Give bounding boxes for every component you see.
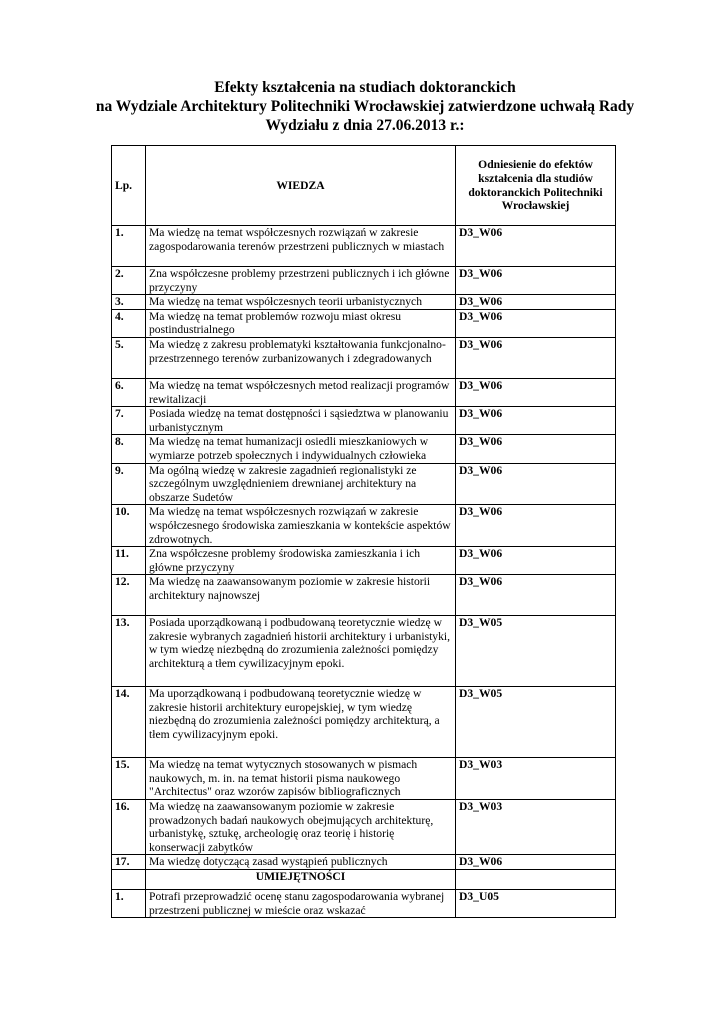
row-lp: 11. xyxy=(112,547,146,575)
section-empty-cell xyxy=(456,870,616,890)
table-row xyxy=(112,890,616,918)
row-code: D3_W03 xyxy=(456,800,616,855)
learning-outcomes-table xyxy=(111,145,616,918)
row-lp: 14. xyxy=(112,687,146,758)
row-text: Ma wiedzę na temat wytycznych stosowanych w pismach naukowych, m. in. na temat historii pisma naukowego "Architectus" oraz wzorów zapisów bibliograficznych xyxy=(146,758,456,800)
row-text: Ma wiedzę dotyczącą zasad wystąpień publicznych xyxy=(146,855,456,870)
row-code: D3_W06 xyxy=(456,463,616,505)
row-code: D3_W06 xyxy=(456,337,616,378)
row-lp: 10. xyxy=(112,505,146,547)
row-lp: 13. xyxy=(112,616,146,687)
row-code: D3_W06 xyxy=(456,855,616,870)
table-row xyxy=(112,575,616,616)
row-code: D3_W03 xyxy=(456,758,616,800)
row-text: Ma wiedzę z zakresu problematyki kształtowania funkcjonalno-przestrzennego terenów zurbanizowanych i zdegradowanych xyxy=(146,337,456,378)
row-code: D3_W06 xyxy=(456,295,616,310)
title-line-1: Efekty kształcenia na studiach doktoranckich xyxy=(214,79,516,96)
row-code: D3_W05 xyxy=(456,616,616,687)
table-row xyxy=(112,616,616,687)
row-lp: 8. xyxy=(112,435,146,463)
row-text: Ma ogólną wiedzę w zakresie zagadnień regionalistyki ze szczególnym uwzględnieniem drewnianej architektury na obszarze Sudetów xyxy=(146,463,456,505)
row-lp: 17. xyxy=(112,855,146,870)
row-text: Zna współczesne problemy przestrzeni publicznych i ich główne przyczyny xyxy=(146,267,456,295)
header-odniesienie: Odniesienie do efektów kształcenia dla studiów doktoranckich Politechniki Wrocławskiej xyxy=(456,146,616,226)
row-lp: 12. xyxy=(112,575,146,616)
header-wiedza: WIEDZA xyxy=(146,146,456,226)
table-row xyxy=(112,295,616,310)
table-row xyxy=(112,687,616,758)
row-lp: 16. xyxy=(112,800,146,855)
table-row xyxy=(112,800,616,855)
row-code: D3_W06 xyxy=(456,309,616,337)
row-text: Ma wiedzę na temat współczesnych rozwiązań w zakresie zagospodarowania terenów przestrzeni publicznych w miastach xyxy=(146,226,456,267)
row-text: Potrafi przeprowadzić ocenę stanu zagospodarowania wybranej przestrzeni publicznej w mieście oraz wskazać xyxy=(146,890,456,918)
row-text: Ma uporządkowaną i podbudowaną teoretycznie wiedzę w zakresie historii architektury europejskiej, w tym wiedzę niezbędną do zrozumienia zależności pomiędzy architekturą, a tłem cywilizacyjnym epoki. xyxy=(146,687,456,758)
table-row xyxy=(112,463,616,505)
row-text: Ma wiedzę na temat problemów rozwoju miast okresu postindustrialnego xyxy=(146,309,456,337)
row-code: D3_W06 xyxy=(456,575,616,616)
title-line-2: na Wydziale Architektury Politechniki Wrocławskiej zatwierdzone uchwałą Rady xyxy=(95,98,635,115)
row-code: D3_W06 xyxy=(456,435,616,463)
table-row xyxy=(112,505,616,547)
row-text: Posiada wiedzę na temat dostępności i sąsiedztwa w planowaniu urbanistycznym xyxy=(146,407,456,435)
section-empty-cell xyxy=(112,870,146,890)
table-row xyxy=(112,378,616,406)
section-row-umiejetnosci xyxy=(112,870,616,890)
header-lp: Lp. xyxy=(112,146,146,226)
row-code: D3_W06 xyxy=(456,547,616,575)
table-row xyxy=(112,547,616,575)
row-code: D3_W06 xyxy=(456,407,616,435)
row-text: Ma wiedzę na temat współczesnych teorii urbanistycznych xyxy=(146,295,456,310)
row-text: Ma wiedzę na temat współczesnych metod realizacji programów rewitalizacji xyxy=(146,378,456,406)
row-code: D3_U05 xyxy=(456,890,616,918)
row-lp: 2. xyxy=(112,267,146,295)
row-text: Posiada uporządkowaną i podbudowaną teoretycznie wiedzę w zakresie wybranych zagadnień historii architektury i urbanistyki, w tym wiedzę niezbędną do zrozumienia zależności pomiędzy architekturą a tłem cywilizacyjnym epoki. xyxy=(146,616,456,687)
row-text: Ma wiedzę na zaawansowanym poziomie w zakresie prowadzonych badań naukowych obejmujących architekturę, urbanistykę, sztukę, archeologię oraz teorię i historię konserwacji zabytków xyxy=(146,800,456,855)
table-row xyxy=(112,309,616,337)
table-row xyxy=(112,226,616,267)
row-lp: 15. xyxy=(112,758,146,800)
row-lp: 1. xyxy=(112,226,146,267)
row-lp: 1. xyxy=(112,890,146,918)
row-lp: 4. xyxy=(112,309,146,337)
row-lp: 5. xyxy=(112,337,146,378)
table-row xyxy=(112,855,616,870)
row-lp: 7. xyxy=(112,407,146,435)
row-code: D3_W06 xyxy=(456,378,616,406)
row-code: D3_W06 xyxy=(456,267,616,295)
row-code: D3_W06 xyxy=(456,226,616,267)
row-code: D3_W06 xyxy=(456,505,616,547)
row-text: Ma wiedzę na temat współczesnych rozwiązań w zakresie współczesnego środowiska zamieszkania w kontekście aspektów zdrowotnych. xyxy=(146,505,456,547)
row-lp: 6. xyxy=(112,378,146,406)
row-text: Ma wiedzę na zaawansowanym poziomie w zakresie historii architektury najnowszej xyxy=(146,575,456,616)
row-text: Ma wiedzę na temat humanizacji osiedli mieszkaniowych w wymiarze potrzeb społecznych i indywidualnych człowieka xyxy=(146,435,456,463)
row-lp: 3. xyxy=(112,295,146,310)
table-row xyxy=(112,337,616,378)
row-code: D3_W05 xyxy=(456,687,616,758)
table-header-row xyxy=(112,146,616,226)
section-title: UMIEJĘTNOŚCI xyxy=(146,870,456,890)
document-title xyxy=(90,78,640,135)
table-row xyxy=(112,407,616,435)
table-row xyxy=(112,758,616,800)
row-text: Zna współczesne problemy środowiska zamieszkania i ich główne przyczyny xyxy=(146,547,456,575)
table-row xyxy=(112,267,616,295)
row-lp: 9. xyxy=(112,463,146,505)
table-row xyxy=(112,435,616,463)
title-line-3: Wydziału z dnia 27.06.2013 r.: xyxy=(265,117,465,134)
